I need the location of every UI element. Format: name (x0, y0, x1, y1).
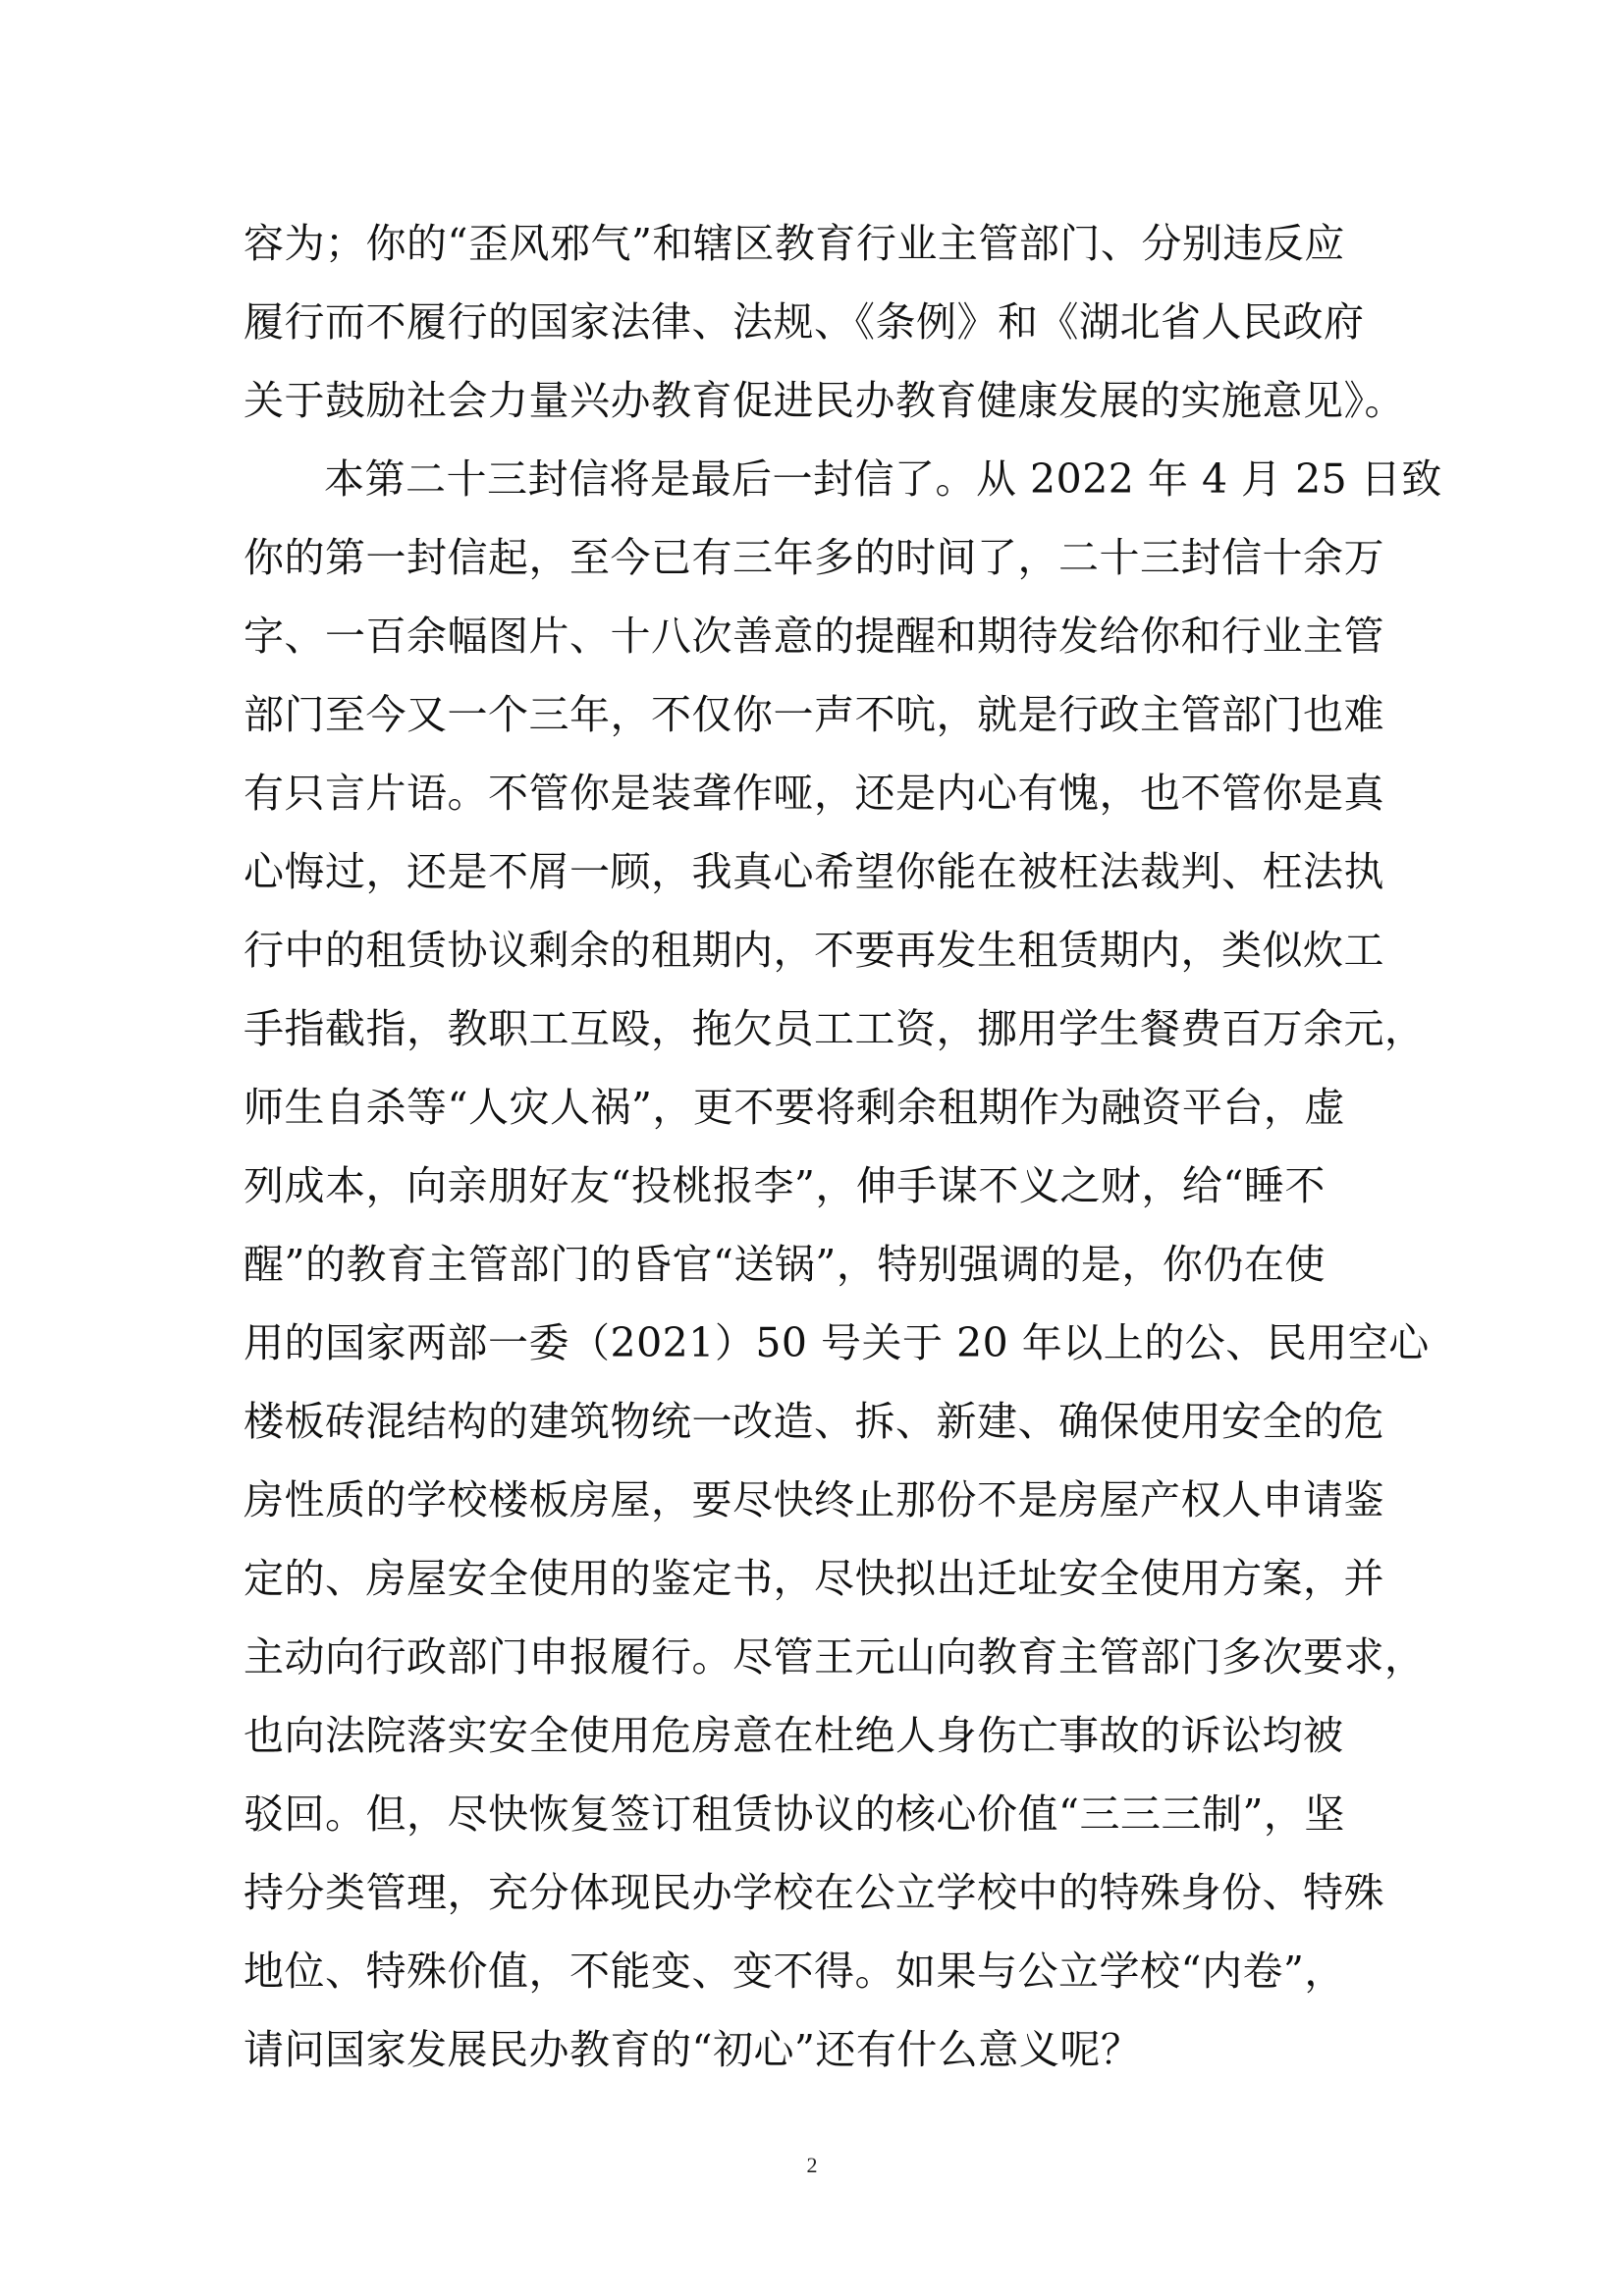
text-line: 心悔过，还是不屑一顾，我真心希望你能在被枉法裁判、枉法执 (244, 848, 1384, 895)
text-line: 你的第一封信起，至今已有三年多的时间了，二十三封信十余万 (244, 534, 1384, 581)
text-line: 部门至今又一个三年，不仅你一声不吭，就是行政主管部门也难 (244, 691, 1384, 738)
page-number: 2 (806, 2153, 818, 2177)
text-line: 持分类管理，充分体现民办学校在公立学校中的特殊身份、特殊 (244, 1869, 1384, 1916)
text-line: 履行而不履行的国家法律、法规、《条例》和《湖北省人民政府 (244, 298, 1365, 346)
text-line: 字、一百余幅图片、十八次善意的提醒和期待发给你和行业主管 (244, 613, 1384, 660)
text-line: 有只言片语。不管你是装聋作哑，还是内心有愧，也不管你是真 (244, 770, 1384, 817)
text-line: 列成本，向亲朋好友“投桃报李”，伸手谋不义之财，给“睡不 (244, 1162, 1326, 1209)
text-line: 驳回。但，尽快恢复签订租赁协议的核心价值“三三三制”，坚 (244, 1790, 1345, 1838)
text-line: 行中的租赁协议剩余的租期内，不要再发生租赁期内，类似炊工 (244, 927, 1384, 974)
text-line: 房性质的学校楼板房屋，要尽快终止那份不是房屋产权人申请鉴 (244, 1476, 1384, 1523)
text-line: 醒”的教育主管部门的昏官“送锅”，特别强调的是，你仍在使 (244, 1241, 1326, 1288)
text-line: 容为；你的“歪风邪气”和辖区教育行业主管部门、分别违反应 (244, 220, 1345, 267)
text-line: 师生自杀等“人灾人祸”，更不要将剩余租期作为融资平台，虚 (244, 1084, 1345, 1131)
body-text (244, 204, 1442, 2089)
text-line: 关于鼓励社会力量兴办教育促进民办教育健康发展的实施意见》。 (244, 377, 1405, 424)
text-line: 请问国家发展民办教育的“初心”还有什么意义呢？ (244, 2026, 1142, 2073)
text-line: 定的、房屋安全使用的鉴定书，尽快拟出迁址安全使用方案，并 (244, 1555, 1384, 1602)
text-line: 楼板砖混结构的建筑物统一改造、拆、新建、确保使用安全的危 (244, 1398, 1384, 1445)
text-line: 主动向行政部门申报履行。尽管王元山向教育主管部门多次要求， (244, 1633, 1426, 1681)
text-line: 手指截指，教职工互殴，拖欠员工工资，挪用学生餐费百万余元， (244, 1005, 1426, 1052)
text-line: 地位、特殊价值，不能变、变不得。如果与公立学校“内卷”， (244, 1948, 1345, 1995)
text-line: 用的国家两部一委（2021）50 号关于 20 年以上的公、民用空心 (244, 1319, 1430, 1366)
text-line: 也向法院落实安全使用危房意在杜绝人身伤亡事故的诉讼均被 (244, 1712, 1344, 1759)
paragraph-first-line: 本第二十三封信将是最后一封信了。从 2022 年 4 月 25 日致 (324, 455, 1442, 503)
